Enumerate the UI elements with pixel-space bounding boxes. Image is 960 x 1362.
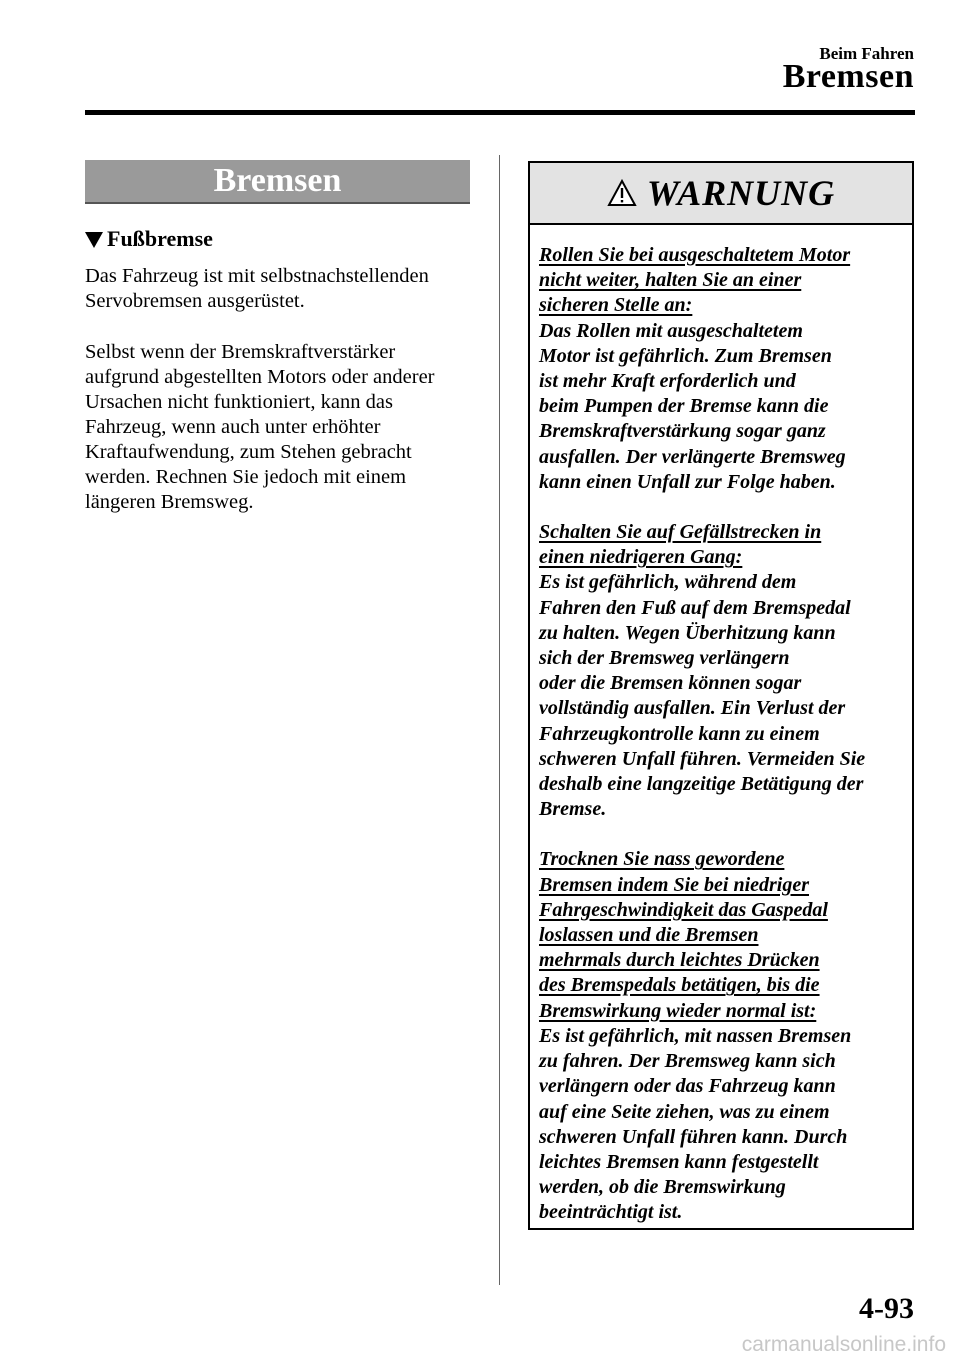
warning-heading-line: Bremsen indem Sie bei niedriger <box>539 873 809 896</box>
warning-heading-line: loslassen und die Bremsen <box>539 924 759 947</box>
warning-header <box>530 163 912 225</box>
text-line: Servobremsen ausgerüstet. <box>85 290 305 312</box>
watermark: carmanualsonline.info <box>741 1333 946 1356</box>
subsection-heading <box>85 226 213 252</box>
warning-block-1 <box>539 243 904 495</box>
warning-text-line: deshalb eine langzeitige Betätigung der <box>539 773 864 796</box>
warning-text-line: vollständig ausfallen. Ein Verlust der <box>539 697 846 720</box>
chapter-label: Beim Fahren <box>819 44 914 63</box>
warning-text-line: Fahrzeugkontrolle kann zu einem <box>539 722 820 745</box>
warning-heading-line: Bremswirkung wieder normal ist: <box>539 999 817 1022</box>
warning-text-line: Bremskraftverstärkung sogar ganz <box>539 420 826 443</box>
warning-heading-line: Rollen Sie bei ausgeschaltetem Motor <box>539 244 851 266</box>
warning-heading-line: Schalten Sie auf Gefällstrecken in <box>539 521 822 544</box>
warning-text-line: auf eine Seite ziehen, was zu einem <box>539 1100 830 1123</box>
warning-heading-line: sicheren Stelle an: <box>539 294 693 317</box>
warning-text-line: Bremse. <box>539 798 607 821</box>
warning-heading-line: nicht weiter, halten Sie an einer <box>539 269 802 292</box>
warning-heading-line: mehrmals durch leichtes Drücken <box>539 949 820 972</box>
text-line: Kraftaufwendung, zum Stehen gebracht <box>85 441 412 463</box>
warning-heading-line: Trocknen Sie nass gewordene <box>539 848 785 871</box>
warning-body <box>530 225 912 1226</box>
warning-heading-line: Fahrgeschwindigkeit das Gaspedal <box>539 898 828 921</box>
warning-triangle-icon <box>607 179 637 207</box>
text-line: Das Fahrzeug ist mit selbstnachstellenden <box>85 265 429 287</box>
warning-heading-line: einen niedrigeren Gang: <box>539 546 743 569</box>
warning-text-line: schweren Unfall führen. Vermeiden Sie <box>539 747 866 770</box>
warning-text-line: schweren Unfall führen kann. Durch <box>539 1125 848 1148</box>
section-title-banner: Bremsen <box>85 160 470 204</box>
header-rule <box>85 110 915 115</box>
warning-text-line: kann einen Unfall zur Folge haben. <box>539 470 836 493</box>
text-line: Fahrzeug, wenn auch unter erhöhter <box>85 416 381 438</box>
warning-text-line: Das Rollen mit ausgeschaltetem <box>539 319 803 342</box>
warning-text-line: sich der Bremsweg verlängern <box>539 647 790 670</box>
warning-text-line: ist mehr Kraft erforderlich und <box>539 370 796 393</box>
paragraph-2 <box>85 340 480 515</box>
warning-box <box>528 161 914 1230</box>
warning-text-line: beim Pumpen der Bremse kann die <box>539 395 829 418</box>
warning-text-line: werden, ob die Bremswirkung <box>539 1176 786 1199</box>
warning-block-3 <box>539 847 904 1225</box>
triangle-bullet-icon <box>85 232 103 248</box>
subsection-heading-text: Fußbremse <box>107 226 213 251</box>
page-number: 4-93 <box>859 1292 914 1325</box>
text-line: werden. Rechnen Sie jedoch mit einem <box>85 466 407 488</box>
warning-heading-line: des Bremspedals betätigen, bis die <box>539 974 820 997</box>
warning-text-line: zu fahren. Der Bremsweg kann sich <box>539 1050 836 1073</box>
text-line: aufgrund abgestellten Motors oder anderer <box>85 366 435 388</box>
warning-text-line: leichtes Bremsen kann festgestellt <box>539 1150 819 1173</box>
warning-text-line: ausfallen. Der verlängerte Bremsweg <box>539 445 846 468</box>
text-line: Ursachen nicht funktioniert, kann das <box>85 391 393 413</box>
warning-text-line: Es ist gefährlich, während dem <box>539 571 797 594</box>
paragraph-1 <box>85 264 480 314</box>
warning-text-line: oder die Bremsen können sogar <box>539 672 802 695</box>
warning-title: WARNUNG <box>646 173 836 213</box>
warning-text-line: verlängern oder das Fahrzeug kann <box>539 1075 836 1098</box>
text-line: Selbst wenn der Bremskraftverstärker <box>85 341 396 363</box>
warning-text-line: beeinträchtigt ist. <box>539 1201 683 1224</box>
warning-text-line: Fahren den Fuß auf dem Bremspedal <box>539 596 851 619</box>
warning-text-line: Motor ist gefährlich. Zum Bremsen <box>539 344 832 367</box>
page-title: Bremsen <box>782 58 914 95</box>
warning-text-line: zu halten. Wegen Überhitzung kann <box>539 621 836 644</box>
warning-block-2 <box>539 520 904 822</box>
column-divider <box>499 155 500 1285</box>
text-line: längeren Bremsweg. <box>85 491 254 513</box>
warning-text-line: Es ist gefährlich, mit nassen Bremsen <box>539 1024 852 1047</box>
